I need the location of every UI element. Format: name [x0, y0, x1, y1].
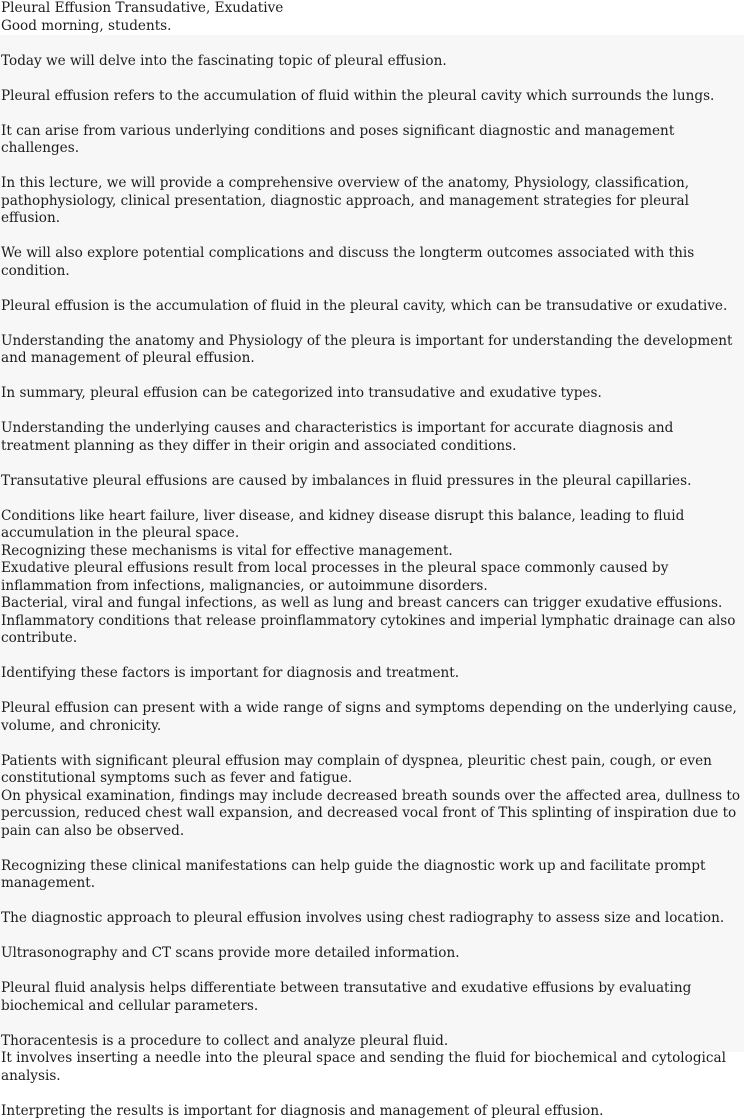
paragraph-line: Identifying these factors is important for diagnosis and treatment.: [0, 665, 744, 683]
paragraph-gap: [0, 1015, 744, 1033]
paragraph-line: Patients with significant pleural effusion may complain of dyspnea, pleuritic chest pain, cough, or even constitutional symptoms such as fever and fatigue.: [0, 753, 744, 788]
paragraph-line: It can arise from various underlying conditions and poses significant diagnostic and management challenges.: [0, 123, 744, 158]
paragraph-gap: [0, 840, 744, 858]
paragraph-line: On physical examination, findings may include decreased breath sounds over the affected area, dullness to percussion, reduced chest wall expansion, and decreased vocal front of This splinting of inspiration due to pain can also be observed.: [0, 788, 744, 841]
paragraph-line: The diagnostic approach to pleural effusion involves using chest radiography to assess size and location.: [0, 910, 744, 928]
paragraph-gap: [0, 70, 744, 88]
paragraph-line: Conditions like heart failure, liver disease, and kidney disease disrupt this balance, leading to fluid accumulation in the pleural space.: [0, 508, 744, 543]
document-title: Pleural Effusion Transudative, Exudative: [0, 0, 744, 18]
paragraph: [0, 333, 744, 368]
document-body: [0, 35, 744, 1052]
paragraph-gap: [0, 735, 744, 753]
paragraph-line: Recognizing these mechanisms is vital for effective management.: [0, 543, 744, 561]
paragraph-line: Pleural fluid analysis helps differentiate between transutative and exudative effusions by evaluating biochemical and cellular parameters.: [0, 980, 744, 1015]
paragraph: [0, 858, 744, 893]
paragraph: [0, 1033, 744, 1086]
paragraph-gap: [0, 648, 744, 666]
paragraph-gap: [0, 455, 744, 473]
paragraph-gap: [0, 228, 744, 246]
paragraph-line: Pleural effusion refers to the accumulation of fluid within the pleural cavity which surrounds the lungs.: [0, 88, 744, 106]
paragraph-line: Exudative pleural effusions result from local processes in the pleural space commonly caused by inflammation from infections, malignancies, or autoimmune disorders.: [0, 560, 744, 595]
paragraph-line: In this lecture, we will provide a comprehensive overview of the anatomy, Physiology, classification, pathophysiology, clinical presentation, diagnostic approach, and management strategies for pleural effusion.: [0, 175, 744, 228]
paragraph: [0, 700, 744, 735]
paragraph: [0, 508, 744, 648]
paragraph: [0, 123, 744, 158]
paragraph-gap: [0, 928, 744, 946]
paragraph-gap: [0, 490, 744, 508]
paragraph-line: Thoracentesis is a procedure to collect and analyze pleural fluid.: [0, 1033, 744, 1051]
paragraph-line: Bacterial, viral and fungal infections, as well as lung and breast cancers can trigger exudative effusions.: [0, 595, 744, 613]
paragraph-line: Today we will delve into the fascinating topic of pleural effusion.: [0, 53, 744, 71]
paragraph-line: Recognizing these clinical manifestations can help guide the diagnostic work up and facilitate prompt management.: [0, 858, 744, 893]
paragraph: [0, 175, 744, 228]
paragraph-gap: [0, 1085, 744, 1103]
paragraph-gap: [0, 315, 744, 333]
paragraph: [0, 910, 744, 928]
paragraph-line: Understanding the underlying causes and characteristics is important for accurate diagnosis and treatment planning as they differ in their origin and associated conditions.: [0, 420, 744, 455]
paragraph: [0, 980, 744, 1015]
paragraph: [0, 473, 744, 491]
paragraph-gap: [0, 963, 744, 981]
paragraph: [0, 88, 744, 106]
paragraph-line: Interpreting the results is important for diagnosis and management of pleural effusion.: [0, 1103, 744, 1120]
paragraph: [0, 665, 744, 683]
paragraph-line: Inflammatory conditions that release proinflammatory cytokines and imperial lymphatic drainage can also contribute.: [0, 613, 744, 648]
paragraph: [0, 298, 744, 316]
paragraph-line: It involves inserting a needle into the pleural space and sending the fluid for biochemical and cytological analysis.: [0, 1050, 744, 1085]
paragraph: [0, 385, 744, 403]
paragraph: [0, 753, 744, 841]
paragraph-gap: [0, 683, 744, 701]
paragraph: [0, 420, 744, 455]
paragraph-gap: [0, 893, 744, 911]
greeting-line: Good morning, students.: [0, 18, 744, 36]
paragraph-gap: [0, 105, 744, 123]
document-header: [0, 0, 744, 35]
paragraph: [0, 945, 744, 963]
paragraph: [0, 53, 744, 71]
paragraph-line: Pleural effusion can present with a wide range of signs and symptoms depending on the underlying cause, volume, and chronicity.: [0, 700, 744, 735]
paragraph: [0, 1103, 744, 1120]
paragraph-line: Understanding the anatomy and Physiology of the pleura is important for understanding the development and management of pleural effusion.: [0, 333, 744, 368]
paragraph: [0, 245, 744, 280]
paragraph-gap: [0, 403, 744, 421]
paragraph-gap: [0, 368, 744, 386]
paragraph-gap: [0, 158, 744, 176]
paragraph-gap: [0, 35, 744, 53]
paragraph-line: In summary, pleural effusion can be categorized into transudative and exudative types.: [0, 385, 744, 403]
paragraph-line: Ultrasonography and CT scans provide more detailed information.: [0, 945, 744, 963]
paragraph-line: We will also explore potential complications and discuss the longterm outcomes associated with this condition.: [0, 245, 744, 280]
paragraph-line: Pleural effusion is the accumulation of fluid in the pleural cavity, which can be transudative or exudative.: [0, 298, 744, 316]
paragraph-line: Transutative pleural effusions are caused by imbalances in fluid pressures in the pleural capillaries.: [0, 473, 744, 491]
paragraph-gap: [0, 280, 744, 298]
